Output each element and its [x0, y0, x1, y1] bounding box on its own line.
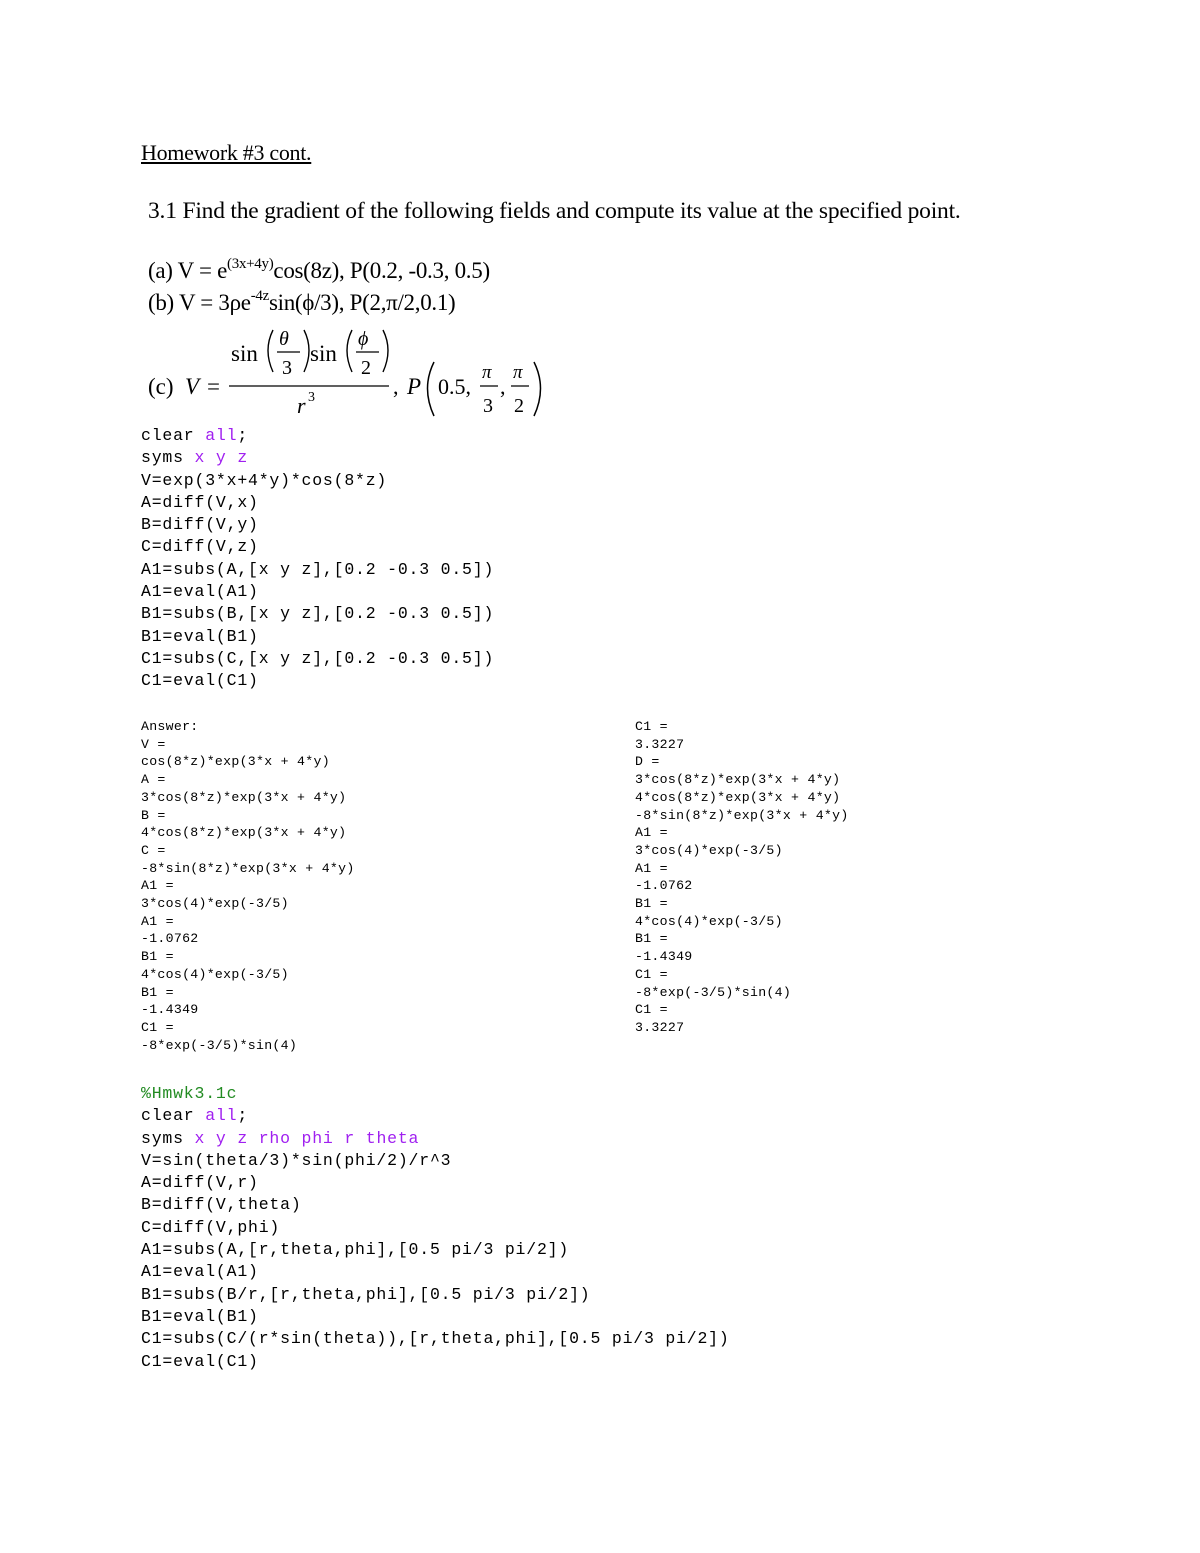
code-text: A1=subs(A,[x y z],[0.2 -0.3 0.5]) — [141, 559, 495, 579]
output-line: 4*cos(8*z)*exp(3*x + 4*y) — [635, 789, 841, 805]
code-line — [141, 1083, 730, 1105]
output-line: -1.0762 — [635, 878, 693, 894]
paren-right-1 — [304, 330, 309, 372]
output-line: 3.3227 — [635, 736, 685, 752]
equation-c-comma: , — [393, 374, 399, 399]
output-line: -1.0762 — [141, 931, 199, 947]
equation-c-eq: = — [207, 374, 220, 399]
code-line — [141, 1351, 730, 1373]
code-text: A=diff(V,r) — [141, 1173, 259, 1193]
equation-c-sin-1: sin — [231, 341, 258, 366]
output-line: B1 = — [141, 984, 174, 1000]
output-line: C1 = — [635, 1002, 668, 1018]
code-line — [141, 470, 494, 492]
code-line — [141, 603, 494, 625]
code-line — [141, 1194, 730, 1216]
code-line — [141, 1128, 730, 1150]
code-text: B1=eval(B1) — [141, 1306, 259, 1326]
output-line: B1 = — [141, 949, 174, 965]
output-line: 3*cos(8*z)*exp(3*x + 4*y) — [141, 789, 347, 805]
code-text: A1=eval(A1) — [141, 1262, 259, 1282]
output-line: B = — [141, 807, 166, 823]
code-text: V=exp(3*x+4*y)*cos(8*z) — [141, 470, 388, 490]
code-line — [141, 648, 494, 670]
code-text: C=diff(V,phi) — [141, 1217, 281, 1237]
equation-c-two-1: 2 — [361, 357, 371, 379]
paren-left-3 — [428, 362, 435, 416]
equation-c-pi-1: π — [482, 362, 492, 383]
equation-c-label: (c) — [148, 374, 174, 399]
equation-c-point-label: P — [407, 374, 422, 399]
output-line: C1 = — [141, 1019, 174, 1035]
code-text: A1=eval(A1) — [141, 582, 259, 602]
code-text: syms — [141, 448, 195, 468]
paren-left-2 — [347, 330, 352, 372]
output-line: B1 = — [635, 931, 668, 947]
output-line: Answer: — [141, 719, 199, 734]
code-line — [141, 425, 494, 447]
code-keyword: x y z — [194, 448, 249, 468]
paren-right-3 — [534, 362, 541, 416]
code-line — [141, 514, 494, 536]
output-line: A1 = — [141, 913, 174, 929]
output-line: 3*cos(4)*exp(-3/5) — [635, 842, 783, 858]
output-line: -8*sin(8*z)*exp(3*x + 4*y) — [635, 807, 849, 823]
equation-c-p-comma: , — [500, 374, 506, 399]
equation-a-rest: cos(8z), P(0.2, -0.3, 0.5) — [273, 258, 490, 283]
paren-right-2 — [383, 330, 388, 372]
output-line: C1 = — [635, 719, 668, 734]
code-text: C=diff(V,z) — [141, 537, 259, 557]
equation-c-theta: θ — [279, 328, 289, 350]
output-line: 4*cos(8*z)*exp(3*x + 4*y) — [141, 825, 347, 841]
code-line — [141, 1217, 730, 1239]
output-line: -8*exp(-3/5)*sin(4) — [141, 1037, 298, 1053]
code-text: B=diff(V,theta) — [141, 1195, 302, 1215]
output-line: A = — [141, 772, 166, 788]
code-line — [141, 559, 494, 581]
code-text: C1=eval(C1) — [141, 671, 259, 691]
code-block-1 — [141, 425, 494, 693]
output-line: 3.3227 — [635, 1019, 685, 1035]
code-text: B1=subs(B/r,[r,theta,phi],[0.5 pi/3 pi/2]) — [141, 1284, 591, 1304]
equation-c-pi-2: π — [513, 362, 523, 383]
code-line — [141, 536, 494, 558]
output-line: 4*cos(4)*exp(-3/5) — [141, 966, 289, 982]
equation-c-two-2: 2 — [514, 395, 524, 417]
code-line — [141, 447, 494, 469]
output-left-column — [141, 718, 355, 1054]
equation-b-exponent: -4z — [250, 288, 269, 304]
code-text: C1=eval(C1) — [141, 1351, 259, 1371]
output-line: -8*exp(-3/5)*sin(4) — [635, 984, 792, 1000]
output-line: 3*cos(4)*exp(-3/5) — [141, 896, 289, 912]
equation-c-v: V — [185, 374, 200, 399]
equation-a-label: (a) V = e — [148, 258, 228, 283]
code-text: A=diff(V,x) — [141, 492, 259, 512]
equation-a — [148, 256, 490, 284]
output-line: -1.4349 — [635, 949, 693, 965]
code-keyword: x y z rho phi r theta — [194, 1128, 420, 1148]
equation-b-label: (b) V = 3ρe — [148, 290, 251, 315]
equation-b — [148, 288, 455, 316]
equation-c-three-1: 3 — [282, 357, 292, 379]
code-text: ; — [237, 426, 249, 445]
code-line — [141, 1328, 730, 1350]
paren-left-1 — [268, 330, 273, 372]
equation-c-p-first: 0.5, — [438, 374, 471, 399]
code-line — [141, 492, 494, 514]
output-line: -8*sin(8*z)*exp(3*x + 4*y) — [141, 860, 355, 876]
code-text: ; — [237, 1106, 249, 1126]
output-line: 3*cos(8*z)*exp(3*x + 4*y) — [635, 772, 841, 788]
equation-c-r-exp: 3 — [308, 390, 315, 405]
output-line: C = — [141, 842, 166, 858]
code-line — [141, 581, 494, 603]
problem-statement: 3.1 Find the gradient of the following fields and compute its value at the specified point. — [148, 198, 961, 224]
equation-a-exponent: (3x+4y) — [227, 256, 274, 272]
code-text: V=sin(theta/3)*sin(phi/2)/r^3 — [141, 1150, 452, 1170]
output-line: -1.4349 — [141, 1002, 199, 1018]
code-line — [141, 670, 494, 692]
equation-b-rest: sin(ϕ/3), P(2,π/2,0.1) — [268, 290, 456, 315]
equation-c-three-2: 3 — [483, 395, 493, 417]
equation-c — [145, 322, 565, 422]
page-title: Homework #3 cont. — [141, 140, 312, 165]
equation-c-sin-2: sin — [310, 341, 337, 366]
code-text: A1=subs(A,[r,theta,phi],[0.5 pi/3 pi/2]) — [141, 1240, 570, 1260]
output-line: cos(8*z)*exp(3*x + 4*y) — [141, 754, 330, 770]
code-line — [141, 1105, 730, 1127]
code-text: syms — [141, 1128, 195, 1148]
output-line: B1 = — [635, 896, 668, 912]
output-line: V = — [141, 736, 166, 752]
equation-c-r: r — [297, 393, 306, 418]
output-line: A1 = — [635, 860, 668, 876]
output-right-column — [635, 718, 849, 1037]
output-line: A1 = — [635, 825, 668, 841]
code-line — [141, 1172, 730, 1194]
equation-c-phi: ϕ — [358, 328, 369, 350]
output-line: 4*cos(4)*exp(-3/5) — [635, 913, 783, 929]
output-line: C1 = — [635, 966, 668, 982]
code-keyword: all — [205, 426, 238, 445]
code-text: B1=eval(B1) — [141, 626, 259, 646]
code-line — [141, 1150, 730, 1172]
code-text: clear — [141, 426, 206, 445]
output-line: A1 = — [141, 878, 174, 894]
code-line — [141, 1261, 730, 1283]
code-text: clear — [141, 1106, 206, 1126]
code-text: C1=subs(C,[x y z],[0.2 -0.3 0.5]) — [141, 648, 495, 668]
code-text: C1=subs(C/(r*sin(theta)),[r,theta,phi],[0.5 pi/3 pi/2]) — [141, 1329, 730, 1349]
code-text: B=diff(V,y) — [141, 515, 259, 535]
code-text: B1=subs(B,[x y z],[0.2 -0.3 0.5]) — [141, 604, 495, 624]
code-line — [141, 1239, 730, 1261]
code-line — [141, 1306, 730, 1328]
code-line — [141, 626, 494, 648]
code-block-2 — [141, 1083, 730, 1373]
code-keyword: all — [205, 1106, 238, 1126]
code-comment: %Hmwk3.1c — [141, 1084, 238, 1103]
output-line: D = — [635, 754, 660, 770]
code-line — [141, 1284, 730, 1306]
